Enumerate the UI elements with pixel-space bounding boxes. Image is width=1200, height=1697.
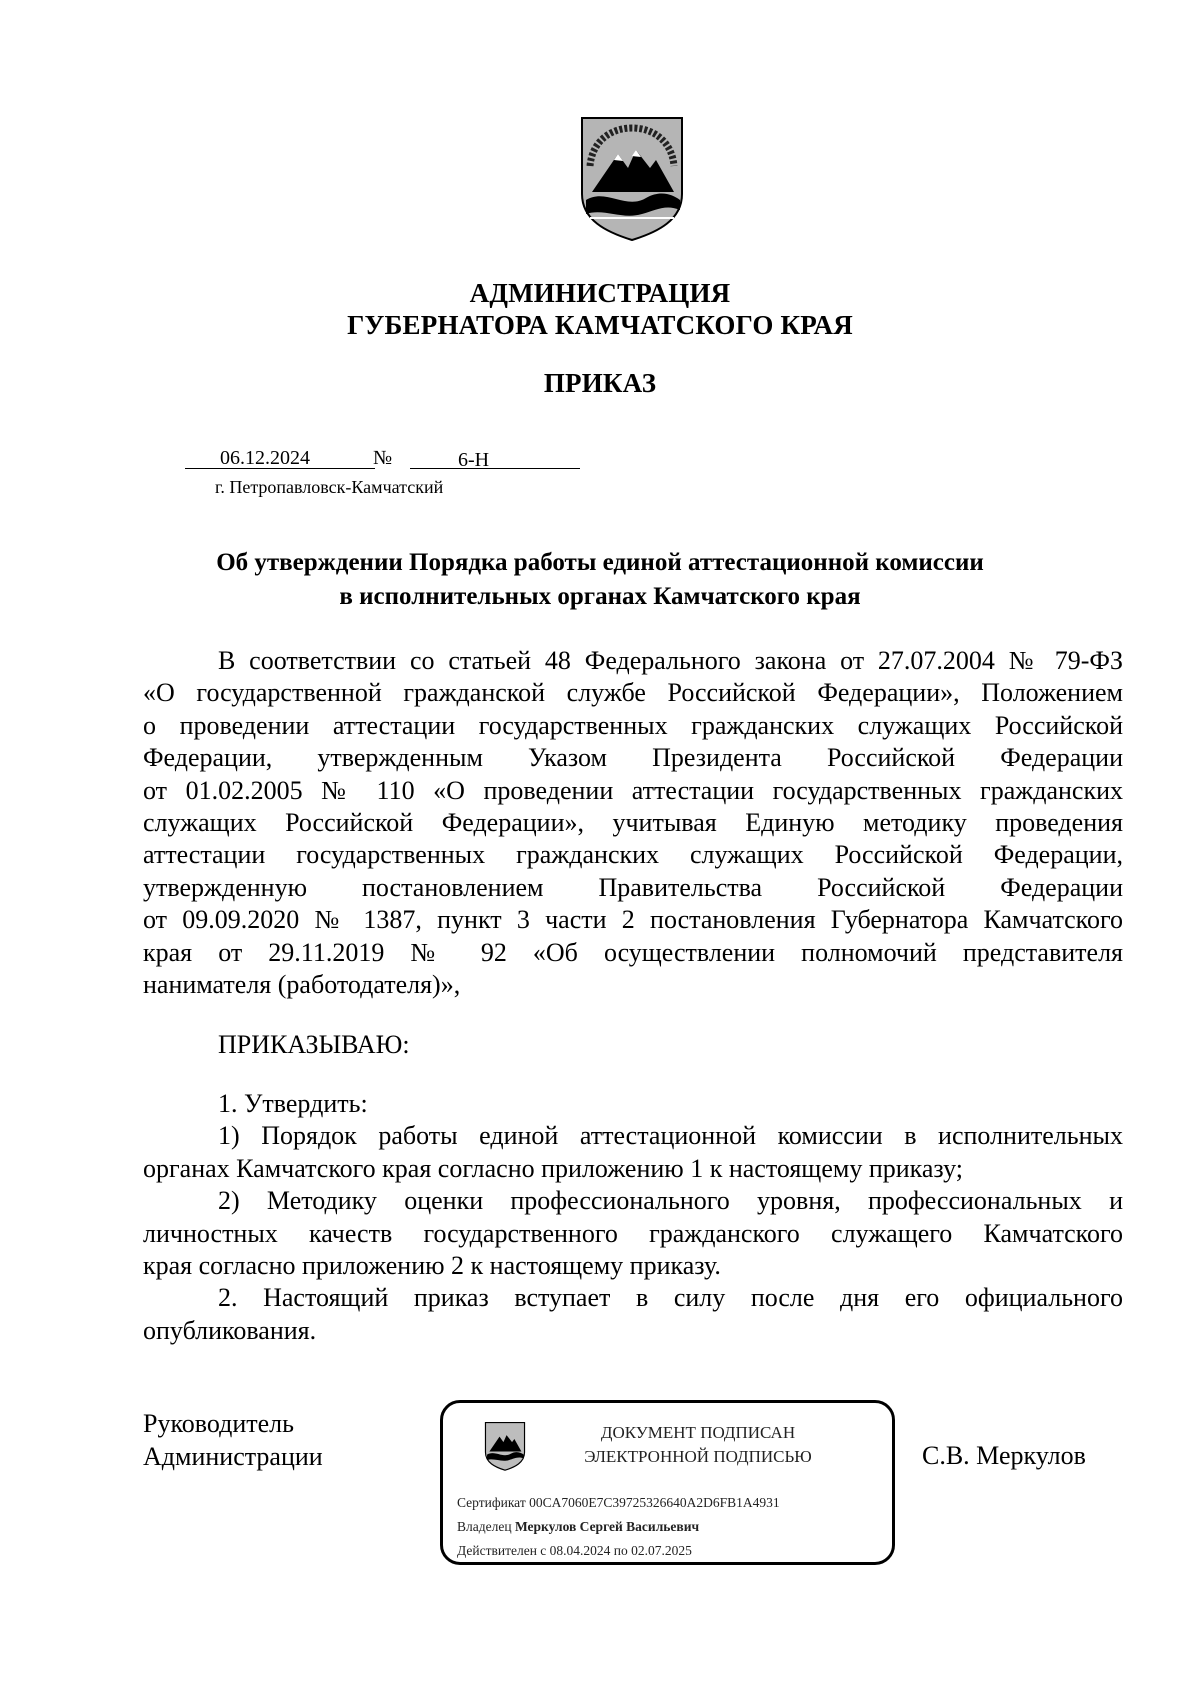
certificate-value: 00CA7060E7C39725326640A2D6FB1A4931: [529, 1495, 780, 1510]
subject-line1: Об утверждении Порядка работы единой аттестационной комиссии: [216, 549, 984, 576]
owner-row: [457, 1519, 699, 1535]
owner-label: Владелец: [457, 1519, 512, 1534]
document-city: г. Петропавловск-Камчатский: [215, 477, 444, 497]
preamble-line: служащих Российской Федерации», учитывая Единую методику проведения: [143, 808, 1123, 838]
point-1: 1. Утвердить:: [218, 1089, 368, 1118]
signatory-title-line1: Руководитель: [143, 1409, 294, 1438]
stamp-emblem-icon: [483, 1421, 527, 1471]
document-type: ПРИКАЗ: [543, 368, 657, 398]
preamble-line: нанимателя (работодателя)»,: [143, 970, 461, 1000]
org-title-line1: АДМИНИСТРАЦИЯ: [469, 278, 731, 308]
owner-value: Меркулов Сергей Васильевич: [514, 1519, 700, 1534]
certificate-row: [457, 1495, 780, 1511]
preamble-line: о проведении аттестации государственных гражданских служащих Российской: [143, 710, 1123, 740]
signatory-title-line2: Администрации: [143, 1442, 323, 1471]
document-number: 6-Н: [458, 449, 490, 471]
registration-line: [185, 447, 585, 475]
validity-row: [457, 1543, 692, 1559]
stamp-header-line1: ДОКУМЕНТ ПОДПИСАН: [600, 1423, 796, 1442]
signatory-title: [143, 1407, 323, 1473]
signatory-name: С.В. Меркулов: [922, 1441, 1086, 1470]
preamble-line: аттестации государственных гражданских служащих Российской Федерации,: [143, 840, 1123, 870]
document-date: 06.12.2024: [220, 447, 310, 469]
preamble-line: от 09.09.2020 № 1387, пункт 3 части 2 постановления Губернатора Камчатского: [143, 905, 1123, 935]
valid-to-label: по: [613, 1543, 628, 1558]
valid-from: 08.04.2024: [549, 1543, 611, 1558]
point-1-2-line: края согласно приложению 2 к настоящему приказу.: [143, 1251, 721, 1281]
number-sign: №: [373, 447, 393, 469]
preamble-line: края от 29.11.2019 № 92 «Об осуществлении полномочий представителя: [143, 937, 1123, 967]
document-subject: [0, 546, 1200, 614]
point-1-1-line: органах Камчатского края согласно приложению 1 к настоящему приказу;: [143, 1153, 964, 1183]
point-2-line: 2. Настоящий приказ вступает в силу после дня его официального: [218, 1283, 1123, 1313]
valid-label: Действителен с: [457, 1543, 547, 1558]
preamble-paragraph: [143, 645, 1123, 1001]
point-2-line: опубликования.: [143, 1315, 317, 1345]
certificate-label: Сертификат: [457, 1495, 526, 1510]
preamble-line: «О государственной гражданской службе Российской Федерации», Положением: [143, 678, 1123, 708]
valid-to: 02.07.2025: [631, 1543, 692, 1558]
subject-line2: в исполнительных органах Камчатского края: [339, 583, 861, 610]
stamp-header-line2: ЭЛЕКТРОННОЙ ПОДПИСЬЮ: [584, 1447, 812, 1466]
preamble-line: от 01.02.2005 № 110 «О проведении аттестации государственных гражданских: [143, 775, 1123, 805]
org-title-line2: ГУБЕРНАТОРА КАМЧАТСКОГО КРАЯ: [347, 310, 853, 340]
order-word: ПРИКАЗЫВАЮ:: [218, 1030, 410, 1059]
order-points: [143, 1088, 1123, 1347]
point-1-1-line: 1) Порядок работы единой аттестационной комиссии в исполнительных: [218, 1121, 1123, 1151]
electronic-signature-stamp: [440, 1400, 895, 1565]
stamp-header: [538, 1421, 858, 1469]
preamble-line: утвержденную постановлением Правительства Российской Федерации: [143, 872, 1123, 902]
kamchatka-emblem-icon: [576, 114, 688, 242]
preamble-line: В соответствии со статьей 48 Федерального закона от 27.07.2004 № 79-ФЗ: [218, 646, 1123, 675]
point-1-2-line: личностных качеств государственного гражданского служащего Камчатского: [143, 1218, 1123, 1248]
preamble-line: Федерации, утвержденным Указом Президента Российской Федерации: [143, 743, 1123, 773]
point-1-2-line: 2) Методику оценки профессионального уровня, профессиональных и: [218, 1186, 1123, 1216]
